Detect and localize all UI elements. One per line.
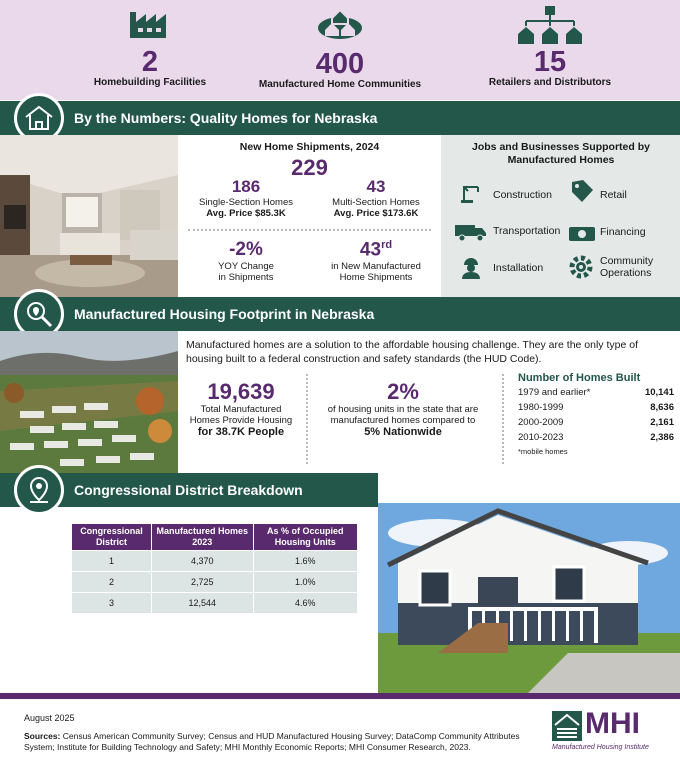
single-value: 186	[231, 177, 261, 196]
crane-icon	[461, 185, 483, 203]
table-header: Manufactured Homes 2023	[151, 524, 253, 551]
table-row	[72, 551, 358, 572]
mhi-logo-text: MHI	[585, 707, 640, 740]
built-heading: Number of Homes Built	[518, 372, 641, 384]
pct-label-strong: 5% Nationwide	[364, 426, 442, 438]
shipments-panel	[178, 135, 441, 297]
built-row	[518, 402, 674, 417]
built-period: 1979 and earlier*	[518, 387, 591, 398]
interior-photo	[0, 135, 178, 297]
yoy-value: -2%	[229, 239, 263, 260]
job-label: Transportation	[493, 225, 561, 237]
table-cell: 4,370	[151, 551, 253, 572]
storefront-tag-icon	[571, 179, 595, 203]
shipments-total: 229	[291, 155, 328, 180]
mhi-logo-subtitle: Manufactured Housing Institute	[552, 744, 649, 751]
total-homes-stat	[186, 380, 296, 438]
job-label: Installation	[493, 262, 544, 274]
jobs-heading: Jobs and Businesses Supported by Manufactured Homes	[472, 141, 650, 166]
mhi-logo-mark	[552, 711, 582, 741]
built-period: 1980-1999	[518, 402, 564, 413]
built-count: 10,141	[644, 387, 674, 398]
table-header: Congressional District	[72, 524, 152, 551]
table-cell: 1.0%	[253, 572, 357, 593]
rank-label: in New Manufactured	[331, 261, 421, 273]
multi-value: 43	[366, 177, 386, 196]
yoy-label: in Shipments	[218, 272, 274, 283]
table-cell: 3	[72, 593, 152, 614]
section-title: Congressional District Breakdown	[74, 482, 303, 498]
truck-icon	[455, 223, 487, 241]
total-label: Total Manufactured	[200, 404, 282, 415]
built-count: 2,161	[650, 417, 674, 428]
pct-label: of housing units in the state that are	[327, 404, 479, 415]
table-row	[72, 593, 358, 614]
job-label: Retail	[600, 189, 627, 201]
multi-section-stat	[316, 177, 436, 219]
sources-text: Census American Community Survey; Census and HUD Manufactured Housing Survey; DataComp Community Attributes System; Institute for Building Technology and Safety; MHI Monthly Economic Reports; MHI Consumer Research, 2023.	[24, 731, 520, 752]
single-label: Single-Section Homes	[199, 197, 293, 208]
pct-value: 2%	[387, 379, 419, 404]
sources-label: Sources:	[24, 731, 61, 741]
stat-label: Homebuilding Facilities	[93, 77, 207, 88]
job-label: Community Operations	[600, 255, 654, 279]
top-stats-banner	[0, 0, 680, 100]
section-title: By the Numbers: Quality Homes for Nebraska	[74, 110, 378, 126]
built-period: 2010-2023	[518, 432, 564, 443]
footer-date: August 2025	[24, 713, 75, 723]
table-row	[72, 572, 358, 593]
money-icon	[569, 225, 595, 243]
rank-label: Home Shipments	[339, 272, 413, 284]
shipments-heading: New Home Shipments, 2024	[239, 141, 380, 153]
section-band-footprint	[0, 297, 680, 331]
table-cell: 4.6%	[253, 593, 357, 614]
rank-suffix: rd	[381, 239, 393, 251]
stat-label: Retailers and Distributors	[488, 77, 612, 88]
stat-label: Manufactured Home Communities	[258, 79, 422, 90]
total-value: 19,639	[207, 379, 275, 404]
section-title: Manufactured Housing Footprint in Nebraska	[74, 306, 375, 322]
footprint-intro: Manufactured homes are a solution to the affordable housing challenge. They are the only type of housing built to a federal construction and safety standards (the HUD Code).	[186, 339, 638, 365]
built-note: *mobile homes	[518, 447, 568, 456]
job-label: Financing	[600, 226, 646, 238]
divider	[502, 374, 504, 464]
total-label-strong: for 38.7K People	[197, 426, 285, 438]
manufactured-home-photo	[378, 503, 680, 693]
table-header: As % of Occupied Housing Units	[253, 524, 357, 551]
location-pin-icon	[14, 465, 64, 515]
worker-icon	[459, 257, 483, 279]
built-count: 8,636	[650, 402, 674, 413]
pct-label: manufactured homes compared to	[330, 415, 476, 426]
homes-built-list	[518, 372, 674, 456]
stat-value: 400	[315, 48, 365, 80]
built-period: 2000-2009	[518, 417, 564, 428]
jobs-panel	[441, 135, 680, 297]
share-stat	[318, 380, 488, 438]
single-section-stat	[186, 177, 306, 219]
gear-icon	[569, 255, 593, 279]
built-count: 2,386	[650, 432, 674, 443]
rank-value: 43	[359, 239, 382, 261]
footer-sources	[24, 731, 534, 753]
built-row	[518, 417, 674, 432]
stat-retailers	[480, 6, 620, 88]
district-table	[71, 523, 358, 614]
job-label: Construction	[493, 189, 552, 201]
mhi-logo	[552, 709, 662, 759]
built-row	[518, 387, 674, 402]
multi-label: Multi-Section Homes	[332, 197, 420, 208]
factory-icon	[128, 6, 172, 38]
single-price: Avg. Price $85.3K	[206, 208, 286, 219]
yoy-stat	[186, 239, 306, 283]
table-cell: 12,544	[151, 593, 253, 614]
divider	[306, 374, 308, 464]
rank-stat	[316, 239, 436, 283]
yoy-label: YOY Change	[218, 261, 274, 272]
stat-value: 2	[141, 46, 159, 78]
section-band-numbers	[0, 101, 680, 135]
total-label: Homes Provide Housing	[189, 415, 293, 426]
table-cell: 1.6%	[253, 551, 357, 572]
houses-icon	[317, 6, 363, 40]
table-cell: 2	[72, 572, 152, 593]
stat-value: 15	[533, 46, 567, 78]
stat-communities	[255, 6, 425, 90]
table-cell: 1	[72, 551, 152, 572]
stat-facilities	[85, 6, 215, 88]
network-icon	[515, 6, 585, 46]
footer	[0, 693, 680, 766]
divider	[188, 229, 431, 231]
built-row	[518, 432, 674, 447]
table-cell: 2,725	[151, 572, 253, 593]
table-header-row	[72, 524, 358, 551]
aerial-community-photo	[0, 331, 178, 473]
multi-price: Avg. Price $173.6K	[333, 208, 419, 219]
